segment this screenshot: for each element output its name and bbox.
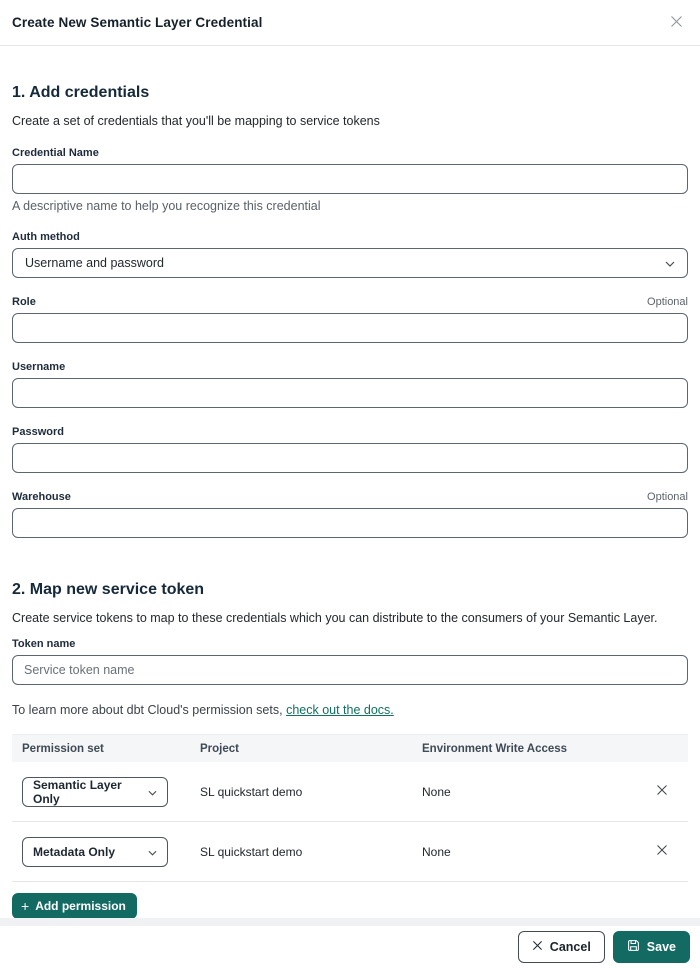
role-optional-badge: Optional xyxy=(647,296,688,308)
role-input[interactable] xyxy=(12,313,688,343)
warehouse-label: Warehouse xyxy=(12,491,71,503)
section-heading-map-token: 2. Map new service token xyxy=(12,581,205,598)
permission-set-select[interactable] xyxy=(22,777,168,807)
map-service-token-section xyxy=(12,580,688,918)
role-label: Role xyxy=(12,296,36,308)
save-label: Save xyxy=(646,940,676,954)
warehouse-optional-badge: Optional xyxy=(647,491,688,503)
password-input[interactable] xyxy=(12,443,688,473)
save-disk-icon xyxy=(627,939,640,955)
modal-body xyxy=(0,46,700,918)
modal-footer xyxy=(0,926,700,968)
token-name-field-group xyxy=(12,638,688,685)
remove-permission-button[interactable] xyxy=(654,842,670,861)
close-icon xyxy=(532,940,543,954)
username-label: Username xyxy=(12,361,66,373)
footer-divider xyxy=(0,918,700,926)
role-field-group xyxy=(12,296,688,343)
chevron-down-icon xyxy=(148,785,157,799)
table-row xyxy=(12,762,688,822)
project-cell: SL quickstart demo xyxy=(200,784,303,799)
credential-name-field-group xyxy=(12,147,688,213)
credential-name-helper: A descriptive name to help you recognize this credential xyxy=(12,199,321,213)
token-name-label: Token name xyxy=(12,638,76,650)
save-button[interactable] xyxy=(613,931,690,963)
close-icon xyxy=(669,14,684,32)
add-permission-label: Add permission xyxy=(35,899,126,913)
chevron-down-icon xyxy=(665,256,675,270)
auth-method-select[interactable] xyxy=(12,248,688,278)
environment-write-access-cell: None xyxy=(422,784,451,799)
cancel-label: Cancel xyxy=(549,940,591,954)
token-section-description: Create service tokens to map to these credentials which you can distribute to the consumers of your Semantic Layer. xyxy=(12,611,658,625)
column-header-project: Project xyxy=(200,742,239,755)
username-input[interactable] xyxy=(12,378,688,408)
docs-link[interactable]: check out the docs. xyxy=(286,703,394,717)
close-button[interactable] xyxy=(667,12,686,34)
section-heading-add-credentials: 1. Add credentials xyxy=(12,84,150,101)
section-description: Create a set of credentials that you'll be mapping to service tokens xyxy=(12,114,380,128)
password-field-group xyxy=(12,426,688,473)
auth-method-selected-value: Username and password xyxy=(25,256,164,270)
docs-note xyxy=(12,703,688,717)
permission-set-selected-value: Semantic Layer Only xyxy=(33,777,122,806)
close-icon xyxy=(656,844,668,859)
remove-permission-button[interactable] xyxy=(654,782,670,801)
add-permission-button[interactable] xyxy=(12,893,137,918)
password-label: Password xyxy=(12,426,64,438)
warehouse-field-group xyxy=(12,491,688,538)
environment-write-access-cell: None xyxy=(422,844,451,859)
cancel-button[interactable] xyxy=(518,931,605,963)
chevron-down-icon xyxy=(148,845,157,859)
column-header-permission-set: Permission set xyxy=(22,742,104,755)
permission-set-selected-value: Metadata Only xyxy=(33,844,116,859)
table-row xyxy=(12,822,688,882)
modal-header xyxy=(0,0,700,46)
auth-method-label: Auth method xyxy=(12,231,80,243)
credential-name-label: Credential Name xyxy=(12,147,99,159)
permissions-table-header xyxy=(12,734,688,762)
project-cell: SL quickstart demo xyxy=(200,844,303,859)
modal-title: Create New Semantic Layer Credential xyxy=(12,15,263,30)
auth-method-field-group xyxy=(12,231,688,278)
permission-set-select[interactable] xyxy=(22,837,168,867)
docs-note-text: To learn more about dbt Cloud's permission sets, xyxy=(12,703,283,717)
close-icon xyxy=(656,784,668,799)
column-header-environment-write-access: Environment Write Access xyxy=(422,742,568,755)
plus-icon: + xyxy=(21,898,30,914)
add-credentials-section xyxy=(12,83,688,538)
permissions-table xyxy=(12,734,688,882)
token-name-input[interactable] xyxy=(12,655,688,685)
warehouse-input[interactable] xyxy=(12,508,688,538)
username-field-group xyxy=(12,361,688,408)
credential-name-input[interactable] xyxy=(12,164,688,194)
